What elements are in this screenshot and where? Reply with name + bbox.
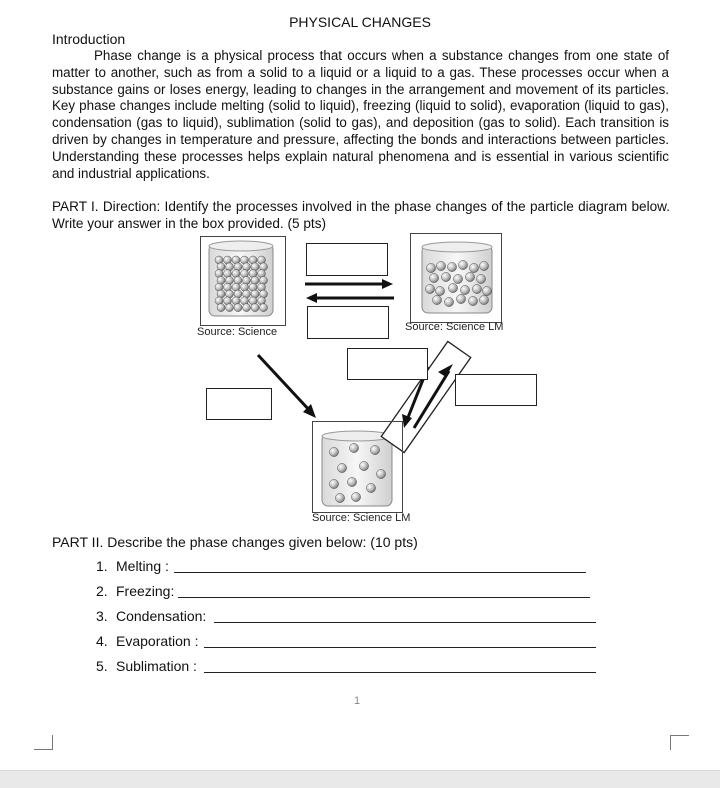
part1-instructions: : Identify the processes involved in the phase changes of the particle diagram below. Write your answer in the box provided. (5 pts)	[52, 199, 670, 231]
liquid-source-caption: Source: Science LM	[405, 321, 504, 333]
question-item-sublimation	[96, 658, 197, 674]
answer-line-sublimation[interactable]	[204, 672, 596, 673]
solid-liquid-arrows	[305, 279, 394, 303]
page-corner-mark-left	[34, 735, 53, 750]
question-number: 2.	[96, 583, 108, 599]
introduction-heading: Introduction	[52, 31, 126, 47]
introduction-paragraph: Phase change is a physical process that occurs when a substance changes from one state of matter to another, such as from a solid to a liquid or a liquid to a gas. These processes occur when a substance gains or loses energy, leading to changes in the arrangement and movement of its particles. Key phase changes include melting (solid to liquid), freezing (liquid to solid), evaporation (liquid to gas), condensation (gas to liquid), sublimation (solid to gas), and deposition (gas to solid). Each transition is driven by changes in temperature and pressure, affecting the bonds and interactions between particles. Understanding these processes helps explain natural phenomena and is essential in various scientific and industrial applications.	[52, 48, 669, 181]
liquid-image-frame	[410, 233, 502, 323]
question-item-evaporation	[96, 633, 199, 649]
part2-heading: PART II. Describe the phase changes given below: (10 pts)	[52, 534, 418, 550]
question-number: 3.	[96, 608, 108, 624]
gas-image-frame	[312, 421, 403, 513]
question-item-melting	[96, 558, 169, 574]
answer-line-freezing[interactable]	[178, 597, 590, 598]
question-item-freezing	[96, 583, 174, 599]
page-title: PHYSICAL CHANGES	[289, 14, 431, 30]
solid-image-frame	[200, 236, 286, 326]
question-label: Freezing:	[116, 583, 175, 599]
answer-line-condensation[interactable]	[214, 622, 596, 623]
answer-box-gas-to-liquid[interactable]	[347, 348, 428, 380]
answer-line-melting[interactable]	[174, 572, 586, 573]
answer-box-solid-to-gas[interactable]	[206, 388, 272, 420]
answer-box-liquid-to-gas[interactable]	[455, 374, 537, 406]
question-label: Sublimation :	[116, 658, 197, 674]
page-number: 1	[354, 695, 361, 707]
page-corner-mark-right	[670, 735, 689, 750]
part1-label: PART I. Direction	[52, 199, 157, 214]
answer-box-liquid-to-solid[interactable]	[307, 306, 389, 339]
question-label: Condensation:	[116, 608, 207, 624]
gas-source-caption: Source: Science LM	[312, 512, 411, 524]
solid-source-caption: Source: Science	[197, 326, 278, 338]
viewer-bottom-bar	[0, 770, 720, 788]
answer-box-solid-to-liquid[interactable]	[306, 243, 388, 276]
question-number: 5.	[96, 658, 108, 674]
question-number: 1.	[96, 558, 108, 574]
question-number: 4.	[96, 633, 108, 649]
answer-line-evaporation[interactable]	[204, 647, 596, 648]
question-item-condensation	[96, 608, 206, 624]
question-label: Melting :	[116, 558, 169, 574]
question-label: Evaporation :	[116, 633, 199, 649]
